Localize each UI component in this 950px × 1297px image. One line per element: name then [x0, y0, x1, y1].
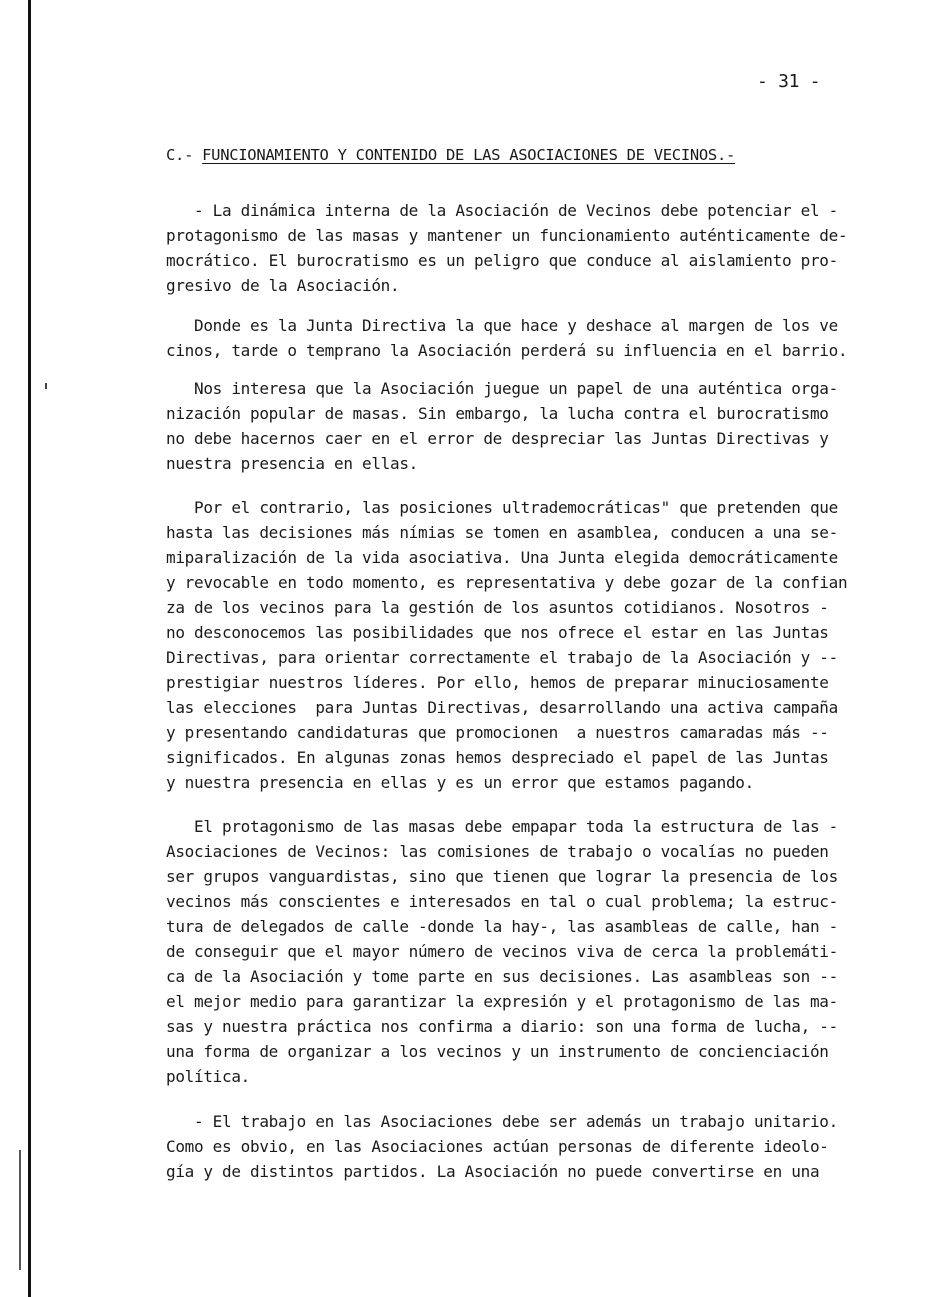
paragraph-1	[166, 198, 866, 298]
paragraph-line: Nos interesa que la Asociación juegue un papel de una auténtica orga-	[166, 379, 838, 398]
section-title: FUNCIONAMIENTO Y CONTENIDO DE LAS ASOCIACIONES DE VECINOS.-	[202, 146, 736, 164]
paragraph-line: prestigiar nuestros líderes. Por ello, hemos de preparar minuciosamente	[166, 673, 829, 692]
paragraph-line: nización popular de masas. Sin embargo, la lucha contra el burocratismo	[166, 404, 829, 423]
paragraph-line: cinos, tarde o temprano la Asociación perderá su influencia en el barrio.	[166, 341, 848, 360]
paragraph-line: miparalización de la vida asociativa. Una Junta elegida democráticamente	[166, 548, 838, 567]
paragraph-line: las elecciones para Juntas Directivas, desarrollando una activa campaña	[166, 698, 838, 717]
paragraph-line: ca de la Asociación y tome parte en sus decisiones. Las asambleas son --	[166, 967, 838, 986]
paragraph-line: no desconocemos las posibilidades que nos ofrece el estar en las Juntas	[166, 623, 829, 642]
paragraph-line: Donde es la Junta Directiva la que hace y deshace al margen de los ve	[166, 316, 838, 335]
paragraph-line: mocrático. El burocratismo es un peligro que conduce al aislamiento pro-	[166, 251, 838, 270]
paragraph-4	[166, 495, 866, 795]
section-letter: C.-	[166, 146, 203, 164]
paragraph-line: de conseguir que el mayor número de vecinos viva de cerca la problemáti-	[166, 942, 838, 961]
paragraph-line: - El trabajo en las Asociaciones debe ser además un trabajo unitario.	[166, 1112, 838, 1131]
paragraph-line: y presentando candidaturas que promocionen a nuestros camaradas más --	[166, 723, 829, 742]
paragraph-line: y nuestra presencia en ellas y es un error que estamos pagando.	[166, 773, 754, 792]
paragraph-line: gía y de distintos partidos. La Asociación no puede convertirse en una	[166, 1162, 820, 1181]
paragraph-line: gresivo de la Asociación.	[166, 276, 400, 295]
paragraph-line: política.	[166, 1067, 250, 1086]
margin-tick	[45, 383, 47, 389]
paragraph-5	[166, 814, 866, 1089]
paragraph-3	[166, 376, 866, 476]
paragraph-line: Directivas, para orientar correctamente el trabajo de la Asociación y --	[166, 648, 838, 667]
paragraph-line: za de los vecinos para la gestión de los asuntos cotidianos. Nosotros -	[166, 598, 829, 617]
paragraph-6	[166, 1109, 866, 1184]
paragraph-2	[166, 313, 866, 363]
scan-left-edge	[28, 0, 31, 1297]
paragraph-line: hasta las decisiones más nímias se tomen en asamblea, conducen a una se-	[166, 523, 838, 542]
paragraph-line: sas y nuestra práctica nos confirma a diario: son una forma de lucha, --	[166, 1017, 838, 1036]
paragraph-line: vecinos más conscientes e interesados en tal o cual problema; la estruc-	[166, 892, 838, 911]
paragraph-line: y revocable en todo momento, es representativa y debe gozar de la confian	[166, 573, 848, 592]
paragraph-line: el mejor medio para garantizar la expresión y el protagonismo de las ma-	[166, 992, 838, 1011]
section-heading	[166, 146, 735, 164]
paragraph-line: ser grupos vanguardistas, sino que tienen que lograr la presencia de los	[166, 867, 838, 886]
paragraph-line: significados. En algunas zonas hemos despreciado el papel de las Juntas	[166, 748, 829, 767]
paragraph-line: no debe hacernos caer en el error de despreciar las Juntas Directivas y	[166, 429, 829, 448]
paragraph-line: Asociaciones de Vecinos: las comisiones de trabajo o vocalías no pueden	[166, 842, 829, 861]
paragraph-line: nuestra presencia en ellas.	[166, 454, 418, 473]
binding-mark	[19, 1150, 21, 1270]
paragraph-line: Como es obvio, en las Asociaciones actúan personas de diferente ideolo-	[166, 1137, 829, 1156]
paragraph-line: una forma de organizar a los vecinos y un instrumento de concienciación	[166, 1042, 829, 1061]
page-number: - 31 -	[757, 71, 821, 92]
paragraph-line: tura de delegados de calle -donde la hay-, las asambleas de calle, han -	[166, 917, 838, 936]
paragraph-line: Por el contrario, las posiciones ultrademocráticas" que pretenden que	[166, 498, 838, 517]
paragraph-line: protagonismo de las masas y mantener un funcionamiento auténticamente de-	[166, 226, 848, 245]
paragraph-line: - La dinámica interna de la Asociación de Vecinos debe potenciar el -	[166, 201, 838, 220]
paragraph-line: El protagonismo de las masas debe empapar toda la estructura de las -	[166, 817, 838, 836]
